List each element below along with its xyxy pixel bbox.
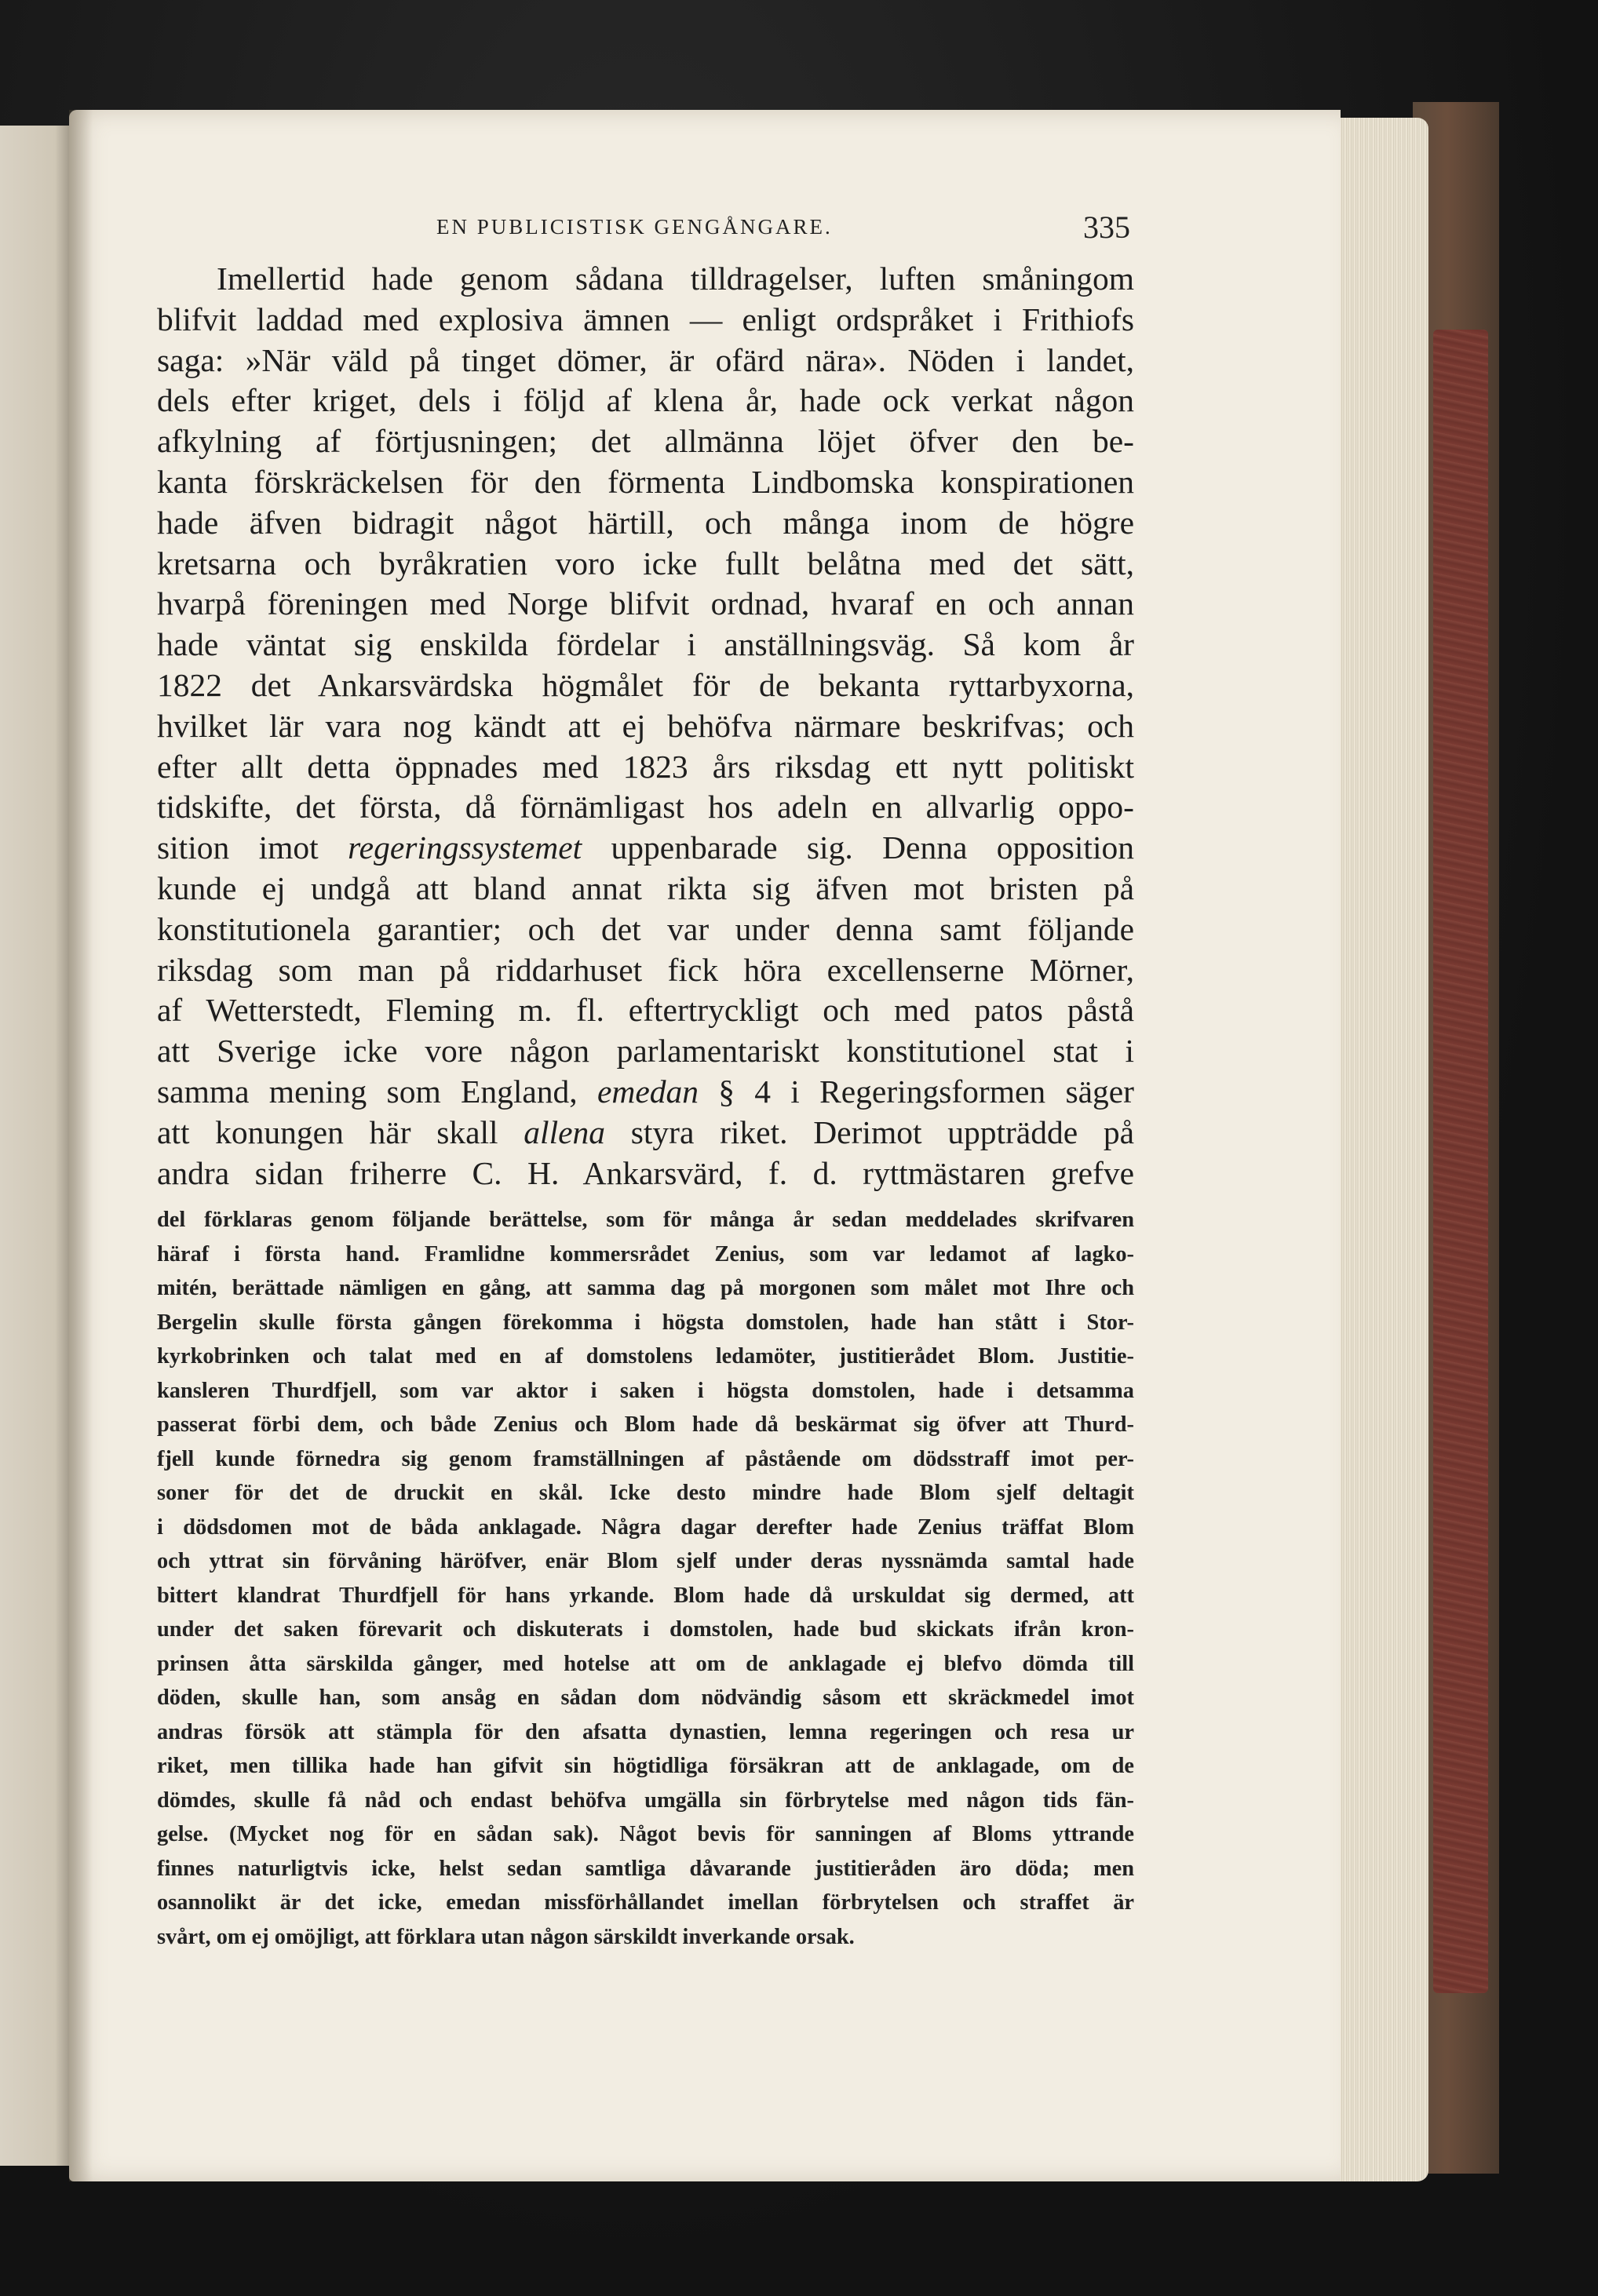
body-line: sition imot regeringssystemet uppenbarade sig. Denna opposition bbox=[157, 829, 1134, 866]
footnote-line: gelse. (Mycket nog för en sådan sak). Något bevis för sanningen af Bloms yttrande bbox=[157, 1822, 1134, 1846]
footnote-line: och yttrat sin förvåning häröfver, enär Blom sjelf under deras nyssnämda samtal hade bbox=[157, 1549, 1134, 1573]
footnote-line: passerat förbi dem, och både Zenius och Blom hade då beskärmat sig öfver att Thurd- bbox=[157, 1412, 1134, 1437]
footnote-line: mitén, berättade nämligen en gång, att samma dag på morgonen som målet mot Ihre och bbox=[157, 1276, 1134, 1300]
page-number: 335 bbox=[1083, 210, 1130, 245]
footnote-line: osannolikt är det icke, emedan missförhållandet imellan förbrytelsen och straffet är bbox=[157, 1890, 1134, 1915]
footnote-line: dömdes, skulle få nåd och endast behöfva umgälla sin förbrytelse med någon tids fän- bbox=[157, 1788, 1134, 1813]
body-line: samma mening som England, emedan § 4 i Regeringsformen säger bbox=[157, 1073, 1134, 1110]
footnote-line: kyrkobrinken och talat med en af domstolens ledamöter, justitierådet Blom. Justitie- bbox=[157, 1344, 1134, 1368]
body-line: saga: »När väld på tinget dömer, är ofärd nära». Nöden i landet, bbox=[157, 341, 1134, 378]
running-head: EN PUBLICISTISK GENGÅNGARE. bbox=[436, 215, 833, 239]
body-line: att konungen här skall allena styra riket. Derimot uppträdde på bbox=[157, 1113, 1134, 1150]
footnote-line: riket, men tillika hade han gifvit sin högtidliga försäkran att de anklagade, om de bbox=[157, 1754, 1134, 1778]
body-line: kanta förskräckelsen för den förmenta Lindbomska konspirationen bbox=[157, 463, 1134, 500]
gutter-shadow bbox=[69, 110, 93, 2181]
body-line: andra sidan friherre C. H. Ankarsvärd, f. d. ryttmästaren grefve bbox=[157, 1154, 1134, 1191]
footnote-line: svårt, om ej omöjligt, att förklara utan någon särskildt inverkande orsak. bbox=[157, 1924, 855, 1949]
footnote-line: bittert klandrat Thurdfjell för hans yrkande. Blom hade då urskuldat sig dermed, att bbox=[157, 1583, 1134, 1608]
footnote-line: andras försök att stämpla för den afsatta dynastien, lemna regeringen och resa ur bbox=[157, 1719, 1134, 1744]
body-line: af Wetterstedt, Fleming m. fl. eftertryckligt och med patos påstå bbox=[157, 992, 1134, 1029]
previous-page-edge bbox=[0, 126, 78, 2166]
book-cover-marbling bbox=[1433, 330, 1488, 1993]
body-line: konstitutionela garantier; och det var under denna samt följande bbox=[157, 910, 1134, 947]
footnote bbox=[157, 1203, 1134, 1954]
body-line: blifvit laddad med explosiva ämnen — enligt ordspråket i Frithiofs bbox=[157, 301, 1134, 337]
footnote-line: häraf i första hand. Framlidne kommersrådet Zenius, som var ledamot af lagko- bbox=[157, 1241, 1134, 1266]
body-line: riksdag som man på riddarhuset fick höra excellenserne Mörner, bbox=[157, 951, 1134, 988]
body-line: kunde ej undgå att bland annat rikta sig äfven mot bristen på bbox=[157, 869, 1134, 906]
body-line: tidskifte, det första, då förnämligast hos adeln en allvarlig oppo- bbox=[157, 789, 1134, 825]
body-line: hvilket lär vara nog kändt att ej behöfva närmare beskrifvas; och bbox=[157, 707, 1134, 744]
footnote-line: Bergelin skulle första gången förekomma i högsta domstolen, hade han stått i Stor- bbox=[157, 1310, 1134, 1335]
footnote-line: i dödsdomen mot de båda anklagade. Några dagar derefter hade Zenius träffat Blom bbox=[157, 1514, 1134, 1540]
page-header bbox=[157, 209, 1130, 256]
body-line: dels efter kriget, dels i följd af klena år, hade ock verkat någon bbox=[157, 382, 1134, 419]
body-line: efter allt detta öppnades med 1823 års riksdag ett nytt politiskt bbox=[157, 748, 1134, 785]
footnote-line: fjell kunde förnedra sig genom framställningen af påstående om dödsstraff imot per- bbox=[157, 1446, 1134, 1471]
footnote-line: soner för det de druckit en skål. Icke desto mindre hade Blom sjelf deltagit bbox=[157, 1481, 1134, 1505]
footnote-line: kansleren Thurdfjell, som var aktor i saken i högsta domstolen, hade i detsamma bbox=[157, 1378, 1134, 1403]
body-line: 1822 det Ankarsvärdska högmålet för de bekanta ryttarbyxorna, bbox=[157, 666, 1134, 703]
footnote-line: prinsen åtta särskilda gånger, med hotelse att om de anklagade ej blefvo dömda till bbox=[157, 1651, 1134, 1676]
footnote-line: finnes naturligtvis icke, helst sedan samtliga dåvarande justitieråden äro döda; men bbox=[157, 1856, 1134, 1881]
body-line: hade äfven bidragit något härtill, och många inom de högre bbox=[157, 504, 1134, 541]
footnote-line: under det saken förevarit och diskuterats i domstolen, hade bud skickats ifrån kron- bbox=[157, 1617, 1134, 1642]
body-line: hvarpå föreningen med Norge blifvit ordnad, hvaraf en och annan bbox=[157, 585, 1134, 622]
body-line: hade väntat sig enskilda fördelar i anställningsväg. Så kom år bbox=[157, 626, 1134, 663]
main-text bbox=[157, 259, 1134, 1194]
body-line: Imellertid hade genom sådana tilldragelser, luften småningom bbox=[217, 261, 1134, 297]
footnote-line: del förklaras genom följande berättelse, som för många år sedan meddelades skrifvaren bbox=[157, 1208, 1134, 1232]
body-line: afkylning af förtjusningen; det allmänna löjet öfver den be- bbox=[157, 423, 1134, 460]
footnote-line: döden, skulle han, som ansåg en sådan dom nödvändig såsom ett skräckmedel imot bbox=[157, 1686, 1134, 1710]
body-line: kretsarna och byråkratien voro icke fullt belåtna med det sätt, bbox=[157, 545, 1134, 581]
body-line: att Sverige icke vore någon parlamentariskt konstitutionel stat i bbox=[157, 1033, 1134, 1070]
